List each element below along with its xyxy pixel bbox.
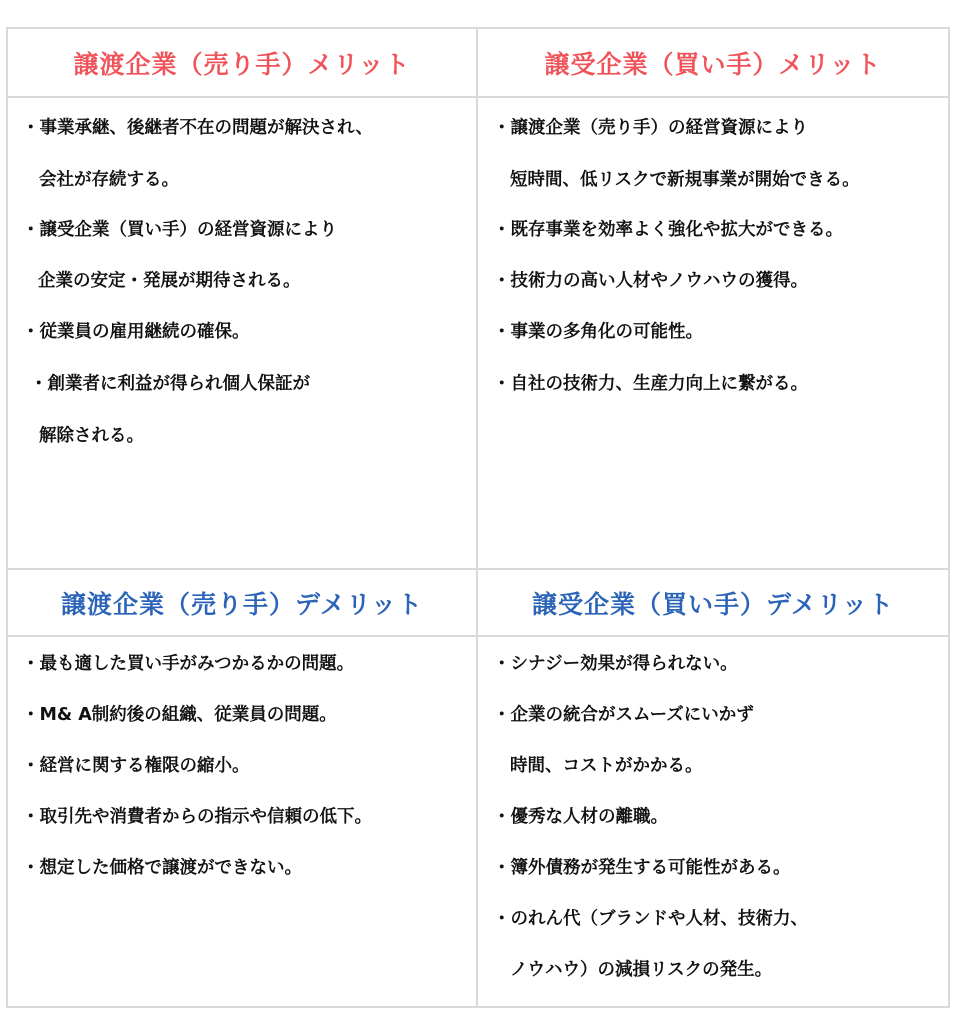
- list-item: 短時間、低リスクで新規事業が開始できる。: [510, 170, 860, 190]
- seller-demerit-panel: [8, 637, 478, 1006]
- list-item: ・簿外債務が発生する可能性がある。: [493, 858, 791, 878]
- list-item: 会社が存続する。: [39, 170, 179, 190]
- seller-merit-heading: 譲渡企業（売り手）メリット: [8, 29, 478, 98]
- list-item: 時間、コストがかかる。: [510, 756, 703, 776]
- list-item: ・自社の技術力、生産力向上に繋がる。: [493, 374, 808, 394]
- list-item: ・事業承継、後継者不在の問題が解決され、: [22, 118, 374, 138]
- list-item: ・想定した価格で譲渡ができない。: [22, 858, 302, 878]
- list-item: ・のれん代（ブランドや人材、技術力、: [493, 909, 808, 929]
- seller-demerit-heading: 譲渡企業（売り手）デメリット: [8, 570, 478, 637]
- list-item: 解除される。: [39, 426, 144, 446]
- list-item: ・従業員の雇用継続の確保。: [22, 322, 250, 342]
- list-item: ・優秀な人材の離職。: [493, 807, 668, 827]
- list-item: ・M& A制約後の組織、従業員の問題。: [22, 705, 337, 725]
- list-item: ノウハウ）の減損リスクの発生。: [510, 960, 773, 980]
- list-item: ・既存事業を効率よく強化や拡大ができる。: [493, 220, 843, 240]
- buyer-merit-panel: [478, 98, 948, 570]
- list-item: ・譲受企業（買い手）の経営資源により: [22, 220, 337, 240]
- list-item: ・企業の統合がスムーズにいかず: [493, 705, 754, 725]
- list-item: ・創業者に利益が得られ個人保証が: [30, 374, 310, 394]
- list-item: ・経営に関する権限の縮小。: [22, 756, 250, 776]
- list-item: ・事業の多角化の可能性。: [493, 322, 703, 342]
- buyer-demerit-panel: [478, 637, 948, 1006]
- list-item: 企業の安定・発展が期待される。: [38, 271, 301, 291]
- list-item: ・譲渡企業（売り手）の経営資源により: [493, 118, 808, 138]
- list-item: ・技術力の高い人材やノウハウの獲得。: [493, 271, 808, 291]
- list-item: ・最も適した買い手がみつかるかの問題。: [22, 654, 355, 674]
- seller-merit-panel: [8, 98, 478, 570]
- buyer-demerit-heading: 譲受企業（買い手）デメリット: [478, 570, 948, 637]
- list-item: ・シナジー効果が得られない。: [493, 654, 738, 674]
- comparison-table: [6, 27, 950, 1008]
- buyer-merit-heading: 譲受企業（買い手）メリット: [478, 29, 948, 98]
- list-item: ・取引先や消費者からの指示や信頼の低下。: [22, 807, 372, 827]
